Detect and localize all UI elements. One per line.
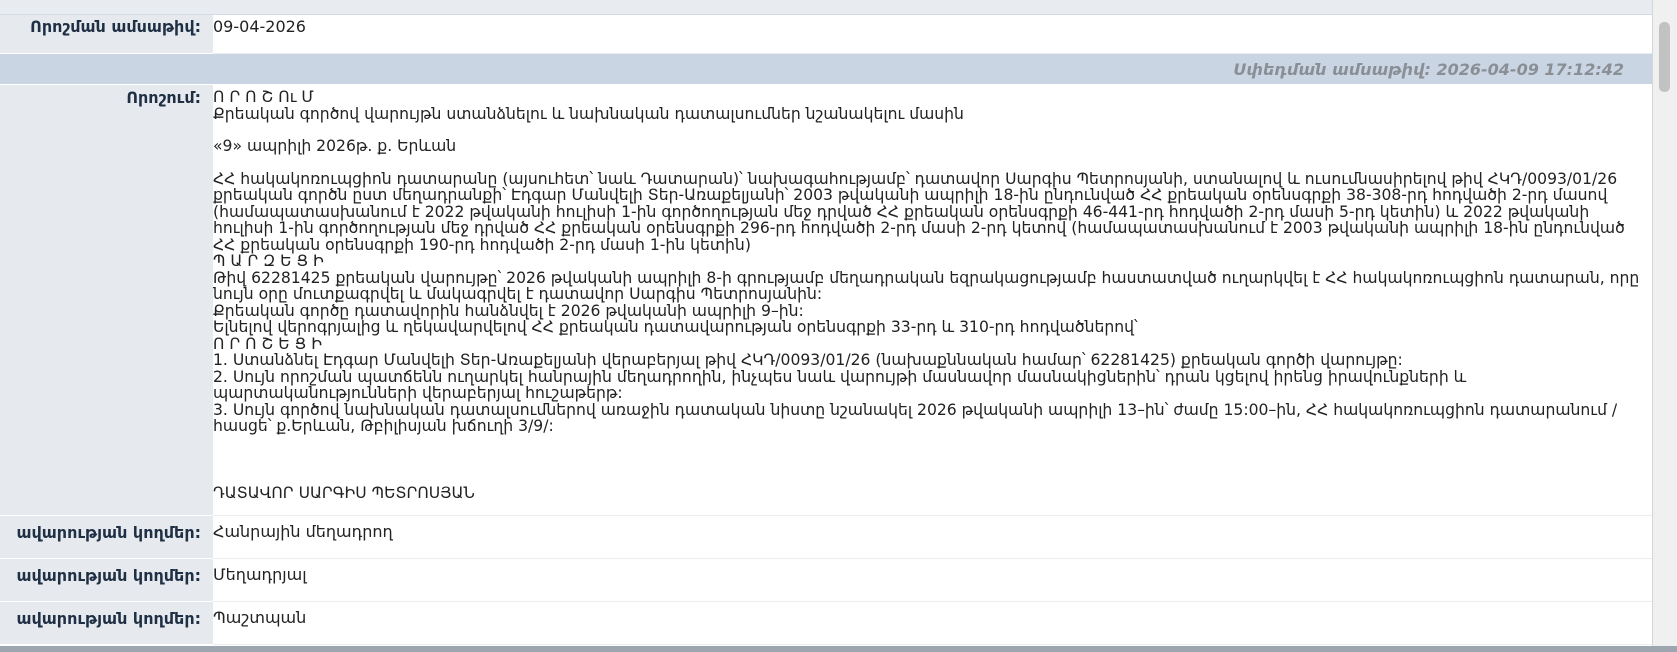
vertical-scrollbar[interactable] <box>1652 0 1677 646</box>
found-text-1: Թիվ 62281425 քրեական վարույթը՝ 2026 թվականի ապրիլի 8-ի գրությամբ մեղադրական եզրակացությամբ հաստատված ուղարկվել է ՀՀ հակակոռուպցիոն դատարան, որը նույն օրը մուտքագրվել և մակագրվել է դատավոր Սարգիս Պետրոսյանին: <box>213 268 1645 303</box>
publication-date: Սփեդման ամսաթիվ: 2026-04-09 17:12:42 <box>0 54 1652 85</box>
decision-date-row <box>0 15 1652 54</box>
decision-date-value: 09-04-2026 <box>213 15 1652 54</box>
party-label: ավարության կողմեր: <box>0 602 213 645</box>
decision-intro: ՀՀ հակակոռուպցիոն դատարանը (այսուհետ՝ նաև Դատարան)՝ նախագահությամբ՝ դատավոր Սարգիս Պետրոսյանի, ստանալով և ուսումնասիրելով թիվ ՀԿԴ/0093/01/26 քրեական գործն ըստ մեղադրանքի՝ Էդգար Մանվելի Տեր-Առաքելյանի՝ 2003 թվականի ապրիլի 18-ին ընդունված ՀՀ քրեական օրենսգրքի 38-308-րդ հոդվածի 2-րդ մասով (համապատասխանում է 2022 թվականի հուլիսի 1-ին գործողության մեջ դրված ՀՀ քրեական օրենսգրքի 46-441-րդ հոդվածի 2-րդ մասի 5-րդ կետին) և 2022 թվականի հուլիսի 1-ին գործողության մեջ դրված ՀՀ քրեական օրենսգրքի 296-րդ հոդվածի 2-րդ մասի 2-րդ կետով (համապատասխանում է 2003 թվականի ապրիլի 18-ին ընդունված ՀՀ քրեական օրենսգրքի 190-րդ հոդվածի 2-րդ մասի 1-ին կետին) <box>213 169 1630 254</box>
decision-row <box>0 85 1652 516</box>
decision-table <box>0 15 1652 645</box>
decision-text <box>213 85 1652 516</box>
found-heading: Պ Ա Ր Զ Ե Ց Ի <box>213 252 324 270</box>
party-row <box>0 516 1652 559</box>
decision-date-place: «9» ապրիլի 2026թ. ք. Երևան <box>213 137 457 155</box>
decision-label: Որոշում: <box>0 85 213 516</box>
party-label: ավարության կողմեր: <box>0 559 213 602</box>
party-label: ավարության կողմեր: <box>0 516 213 559</box>
found-text-3: Ելնելով վերոգրյալից և ղեկավարվելով ՀՀ քրեական դատավարության օրենսգրքի 33-րդ և 310-րդ հոդվածներով՝ <box>213 318 1138 336</box>
publication-row <box>0 54 1652 85</box>
party-value: Մեղադրյալ <box>213 559 1652 602</box>
party-value: Պաշտպան <box>213 602 1652 645</box>
decided-heading: Ո Ր Ո Շ Ե Ց Ի <box>213 334 322 353</box>
decided-item-1: 1. Ստանձնել Էդգար Մանվելի Տեր-Առաքելյանի վերաբերյալ թիվ ՀԿԴ/0093/01/26 (նախաքննական համար՝ 62281425) քրեական գործի վարույթը: <box>213 351 1403 369</box>
decision-date-label: Որոշման ամսաթիվ: <box>0 15 213 54</box>
party-row <box>0 602 1652 645</box>
scrollbar-thumb[interactable] <box>1659 22 1670 92</box>
decision-subject: Քրեական գործով վարույթն ստանձնելու և նախնական դատալսումներ նշանակելու մասին <box>213 104 964 123</box>
party-value: Հանրային մեղադրող <box>213 516 1652 559</box>
decided-item-2: 2. Սույն որոշման պատճենն ուղարկել հանրային մեղադրողին, ինչպես նաև վարույթի մասնավոր մասնակիցներին՝ դրան կցելով իրենց իրավունքների և պարտականությունների վերաբերյալ հուշաթերթ: <box>213 367 1472 402</box>
top-strip <box>0 0 1652 15</box>
decision-heading: Ո Ր Ո Շ Ու Մ <box>213 88 314 106</box>
party-row <box>0 559 1652 602</box>
bottom-bar <box>0 646 1677 652</box>
judge-signature: ԴԱՏԱՎՈՐ ՍԱՐԳԻՍ ՊԵՏՐՈՍՅԱՆ <box>213 483 475 502</box>
found-text-2: Քրեական գործը դատավորին հանձնվել է 2026 թվականի ապրիլի 9–ին: <box>213 301 804 320</box>
decided-item-3: 3. Սույն գործով նախնական դատալսումներով առաջին դատական նիստը նշանակել 2026 թվականի ապրիլի 13–ին՝ ժամը 15:00–ին, ՀՀ հակակոռուպցիոն դատարանում /հասցե՝ ք.Երևան, Թբիլիսյան խճուղի 3/9/: <box>213 400 1618 435</box>
